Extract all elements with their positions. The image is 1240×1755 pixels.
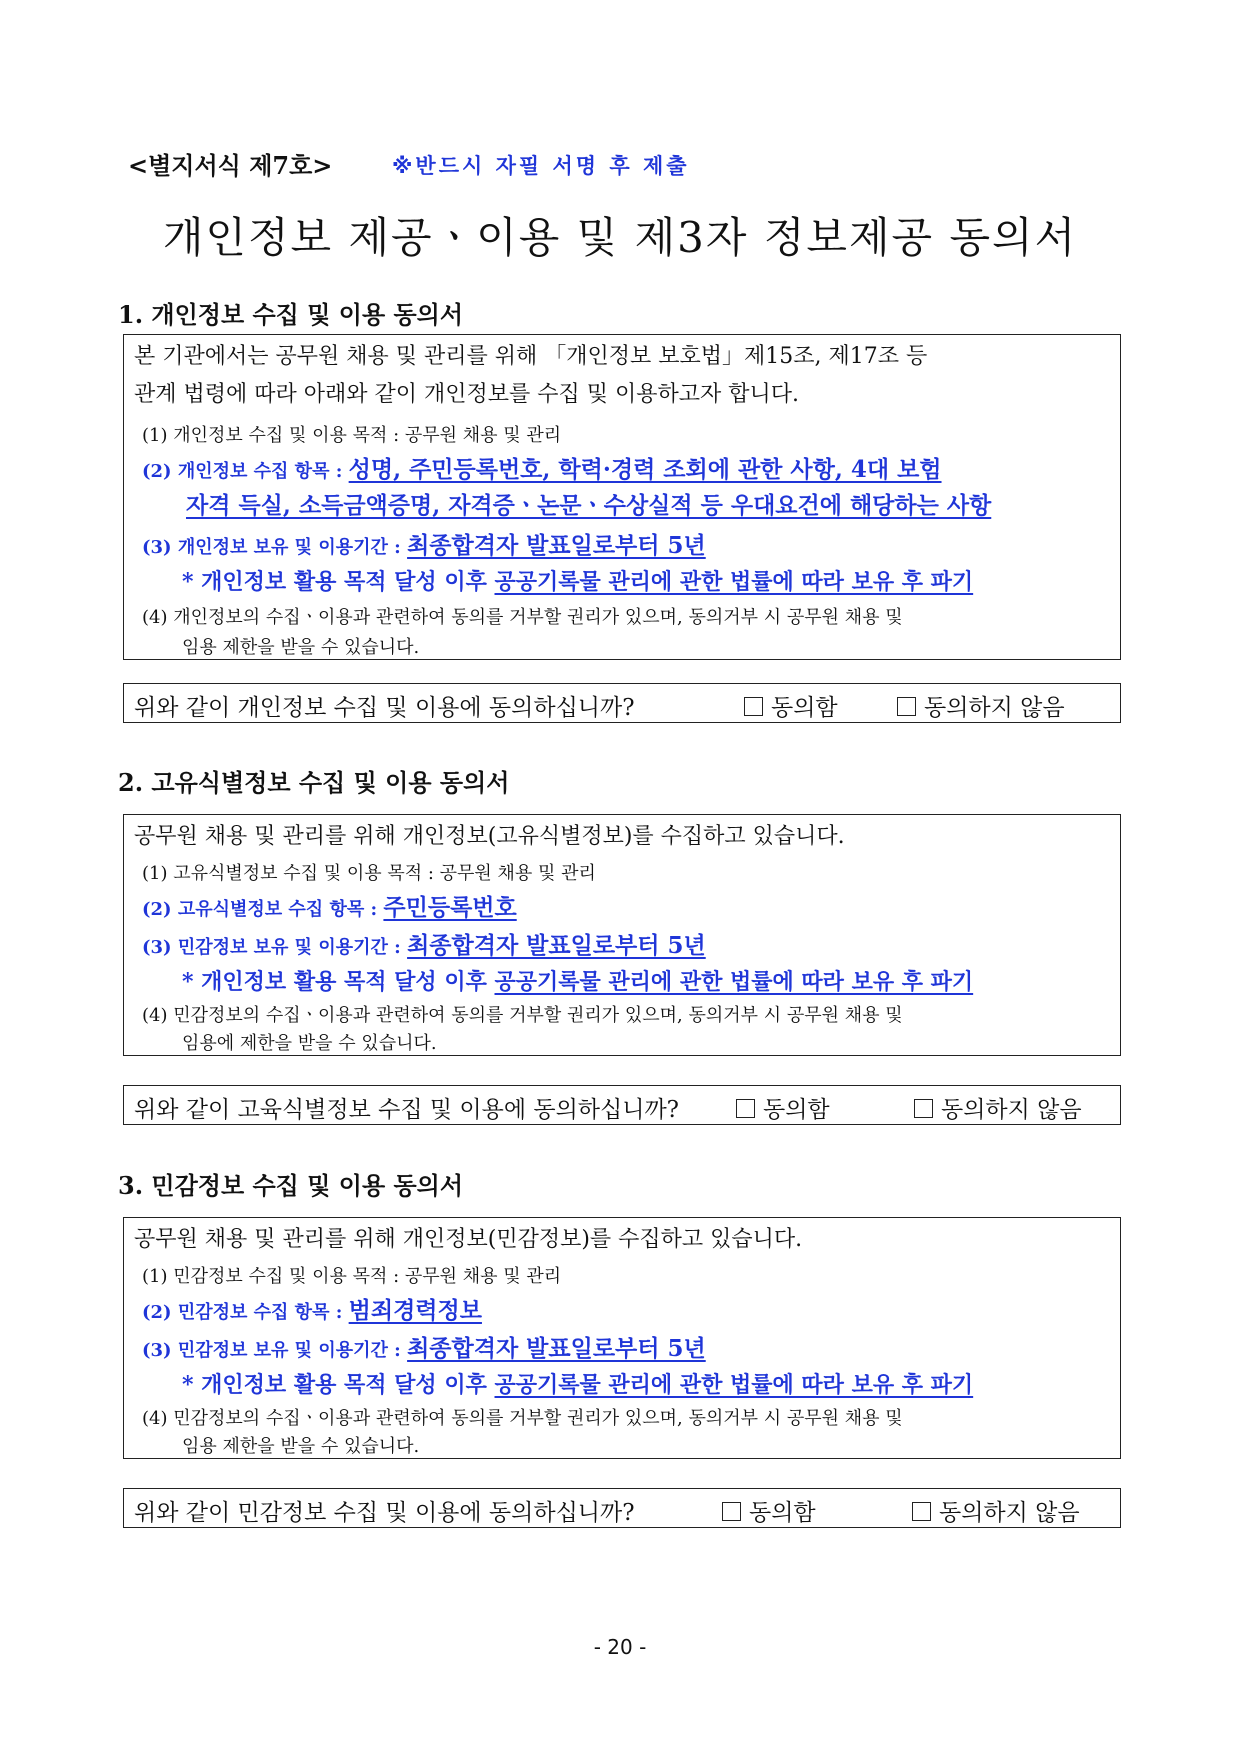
page-number: - 20 - [593,1635,647,1659]
section3-item2-value: 범죄경력정보 [348,1297,482,1324]
section2-item3-label: (3) 민감정보 보유 및 이용기간 : [142,937,408,958]
section1-note [182,565,973,596]
section1-item2-label: (2) 개인정보 수집 항목 : [142,461,349,482]
section2-note [182,965,973,996]
signature-notice: ※반드시 자필 서명 후 제출 [392,154,690,178]
section2-note-value: 공공기록물 관리에 관한 법률에 따라 보유 후 파기 [494,969,974,995]
section2-disagree-checkbox[interactable] [914,1099,933,1118]
section2-note-prefix: * 개인정보 활용 목적 달성 이후 [182,969,495,995]
section3-intro-line1: 공무원 채용 및 관리를 위해 개인정보(민감정보)를 수집하고 있습니다. [134,1227,803,1252]
section3-heading: 3. 민감정보 수집 및 이용 동의서 [118,1171,464,1200]
section1-note-prefix: * 개인정보 활용 목적 달성 이후 [182,569,495,595]
section3-agree-label: 동의함 [749,1500,816,1526]
section3-consent-box [123,1488,1121,1528]
section2-agree-checkbox[interactable] [736,1099,755,1118]
section1-heading: 1. 개인정보 수집 및 이용 동의서 [118,300,464,329]
section2-item3-value: 최종합격자 발표일로부터 5년 [407,932,706,959]
section2-consent-box [123,1085,1121,1125]
section1-item2 [142,451,942,484]
section2-item2 [142,889,517,922]
section2-disagree-label: 동의하지 않음 [941,1097,1082,1123]
section2-agree-option[interactable] [736,1091,830,1124]
section1-disagree-checkbox[interactable] [897,697,916,716]
section1-disagree-option[interactable] [897,689,1065,722]
section3-note-prefix: * 개인정보 활용 목적 달성 이후 [182,1372,495,1398]
section1-item3-label: (3) 개인정보 보유 및 이용기간 : [142,537,408,558]
section2-info-box [123,814,1121,1056]
section2-disagree-option[interactable] [914,1091,1082,1124]
form-label: <별지서식 제7호> [128,151,333,180]
section2-item3 [142,927,706,960]
section1-item3-value: 최종합격자 발표일로부터 5년 [407,532,706,559]
section2-item2-value: 주민등록번호 [383,894,517,921]
section1-item3 [142,527,706,560]
section2-intro-line1: 공무원 채용 및 관리를 위해 개인정보(고유식별정보)를 수집하고 있습니다. [134,824,845,849]
section1-disagree-label: 동의하지 않음 [924,695,1065,721]
section3-disagree-label: 동의하지 않음 [939,1500,1080,1526]
section3-item2-label: (2) 민감정보 수집 항목 : [142,1302,349,1323]
section1-item2-value: 성명, 주민등록번호, 학력·경력 조회에 관한 사항, 4대 보험 [348,456,942,483]
section1-item4-line2: 임용 제한을 받을 수 있습니다. [182,637,420,658]
section3-item3-label: (3) 민감정보 보유 및 이용기간 : [142,1340,408,1361]
section3-note-value: 공공기록물 관리에 관한 법률에 따라 보유 후 파기 [494,1372,974,1398]
section2-heading: 2. 고유식별정보 수집 및 이용 동의서 [118,768,510,797]
section3-agree-option[interactable] [722,1494,816,1527]
section2-item4-line1: (4) 민감정보의 수집ㆍ이용과 관련하여 동의를 거부할 권리가 있으며, 동의거부 시 공무원 채용 및 [142,1005,903,1026]
section2-item4-line2: 임용에 제한을 받을 수 있습니다. [182,1033,437,1054]
section3-item4-line2: 임용 제한을 받을 수 있습니다. [182,1436,420,1457]
section2-item1: (1) 고유식별정보 수집 및 이용 목적 : 공무원 채용 및 관리 [142,863,596,884]
section3-item3 [142,1330,706,1363]
section3-item1: (1) 민감정보 수집 및 이용 목적 : 공무원 채용 및 관리 [142,1266,562,1287]
section1-agree-option[interactable] [744,689,838,722]
section3-disagree-option[interactable] [912,1494,1080,1527]
section3-note [182,1368,973,1399]
section2-item2-label: (2) 고유식별정보 수집 항목 : [142,899,384,920]
section3-item2 [142,1292,482,1325]
section3-item4-line1: (4) 민감정보의 수집ㆍ이용과 관련하여 동의를 거부할 권리가 있으며, 동의거부 시 공무원 채용 및 [142,1408,903,1429]
section1-consent-question: 위와 같이 개인정보 수집 및 이용에 동의하십니까? [134,695,635,721]
section1-item1: (1) 개인정보 수집 및 이용 목적 : 공무원 채용 및 관리 [142,425,562,446]
section1-info-box [123,334,1121,660]
section3-info-box [123,1217,1121,1459]
section1-intro-line2: 관계 법령에 따라 아래와 같이 개인정보를 수집 및 이용하고자 합니다. [134,382,799,407]
section1-agree-label: 동의함 [771,695,838,721]
section3-consent-question: 위와 같이 민감정보 수집 및 이용에 동의하십니까? [134,1500,635,1526]
section2-agree-label: 동의함 [763,1097,830,1123]
section1-item2-value-cont: 자격 득실, 소득금액증명, 자격증ㆍ논문ㆍ수상실적 등 우대요건에 해당하는 사항 [186,492,992,519]
section2-consent-question: 위와 같이 고육식별정보 수집 및 이용에 동의하십니까? [134,1097,679,1123]
section1-consent-box [123,683,1121,723]
section3-agree-checkbox[interactable] [722,1502,741,1521]
section1-intro-line1: 본 기관에서는 공무원 채용 및 관리를 위해 「개인정보 보호법」제15조, 제17조 등 [134,344,928,369]
page-title: 개인정보 제공ㆍ이용 및 제3자 정보제공 동의서 [162,213,1078,262]
section3-item3-value: 최종합격자 발표일로부터 5년 [407,1335,706,1362]
section1-agree-checkbox[interactable] [744,697,763,716]
section1-note-value: 공공기록물 관리에 관한 법률에 따라 보유 후 파기 [494,569,974,595]
section1-item4-line1: (4) 개인정보의 수집ㆍ이용과 관련하여 동의를 거부할 권리가 있으며, 동의거부 시 공무원 채용 및 [142,607,903,628]
section3-disagree-checkbox[interactable] [912,1502,931,1521]
